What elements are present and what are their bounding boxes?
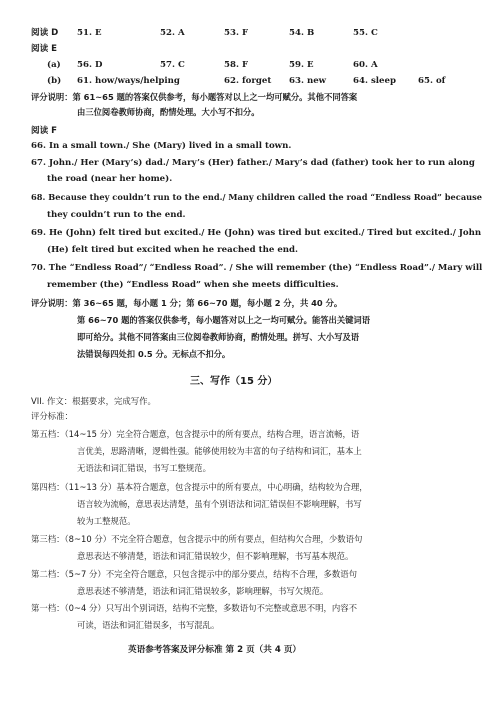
level-5-line1: 第五档：（14~15 分）完全符合题意，包含提示中的所有要点，结构合理，语言流畅，语 — [31, 429, 360, 439]
answer-68-line1: 68. Because they couldn’t run to the end./ Many children called the road “Endless Road” because — [31, 193, 483, 203]
scoring-criteria-label: 评分标准： — [31, 411, 73, 421]
answer-58: 58. F — [224, 60, 249, 70]
answer-60: 60. A — [353, 60, 378, 70]
answer-56: 56. D — [77, 60, 103, 70]
level-1-line1: 第一档：（0~4 分）只写出个别词语，结构不完整，多数语句不完整或意思不明，内容不 — [31, 603, 358, 613]
level-3-line2: 意思表达不够清楚，语法和词汇错误较少，但不影响理解，书写基本规范。 — [77, 551, 354, 561]
answer-59: 59. E — [289, 60, 314, 70]
scoring-note-61-65-line1: 评分说明：第 61~65 题的答案仅供参考，每小题答对以上之一均可赋分。其他不同答案 — [31, 92, 358, 102]
level-3-line1: 第三档：（8~10 分）不完全符合题意，包含提示中的所有要点，但结构欠合理，少数语句 — [31, 534, 363, 544]
writing-section-title: 三、写作（15 分） — [190, 376, 278, 387]
answer-54: 54. B — [289, 28, 315, 38]
reading-e-label: 阅读 E — [31, 44, 58, 54]
scoring-note-36-70-line4: 法错误每四处扣 0.5 分。无标点不扣分。 — [77, 349, 231, 359]
answer-51: 51. E — [77, 28, 102, 38]
row-a-tag: (a) — [47, 60, 61, 70]
answer-66: 66. In a small town./ She (Mary) lived in a small town. — [31, 141, 292, 151]
level-4-line2: 语言较为流畅，意思表达清楚，虽有个别语法和词汇错误但不影响理解，书写 — [77, 499, 362, 509]
answer-53: 53. F — [224, 28, 249, 38]
answer-67-line2: the road (near her home). — [47, 174, 173, 184]
level-2-line2: 意思表述不够清楚，语法和词汇错误较多，影响理解，书写欠规范。 — [77, 586, 329, 596]
answer-63: 63. new — [289, 76, 327, 86]
level-4-line1: 第四档：（11~13 分）基本符合题意，包含提示中的所有要点，中心明确，结构较为合理， — [31, 482, 368, 492]
level-2-line1: 第二档：（5~7 分）不完全符合题意，只包含提示中的部分要点，结构不合理，多数语句 — [31, 569, 358, 579]
answer-70-line2: remember (the) “Endless Road” when she meets difficulties. — [47, 280, 339, 290]
reading-d-label: 阅读 D — [31, 28, 59, 38]
answer-61: 61. how/ways/helping — [77, 76, 180, 86]
answer-55: 55. C — [353, 28, 378, 38]
answer-52: 52. A — [160, 28, 185, 38]
answer-64: 64. sleep — [353, 76, 396, 86]
level-5-line2: 言优美，思路清晰，逻辑性强。能够使用较为丰富的句子结构和词汇，基本上 — [77, 446, 362, 456]
row-b-tag: (b) — [47, 76, 62, 86]
answer-57: 57. C — [160, 60, 185, 70]
page-footer: 英语参考答案及评分标准 第 2 页（共 4 页） — [128, 645, 302, 655]
scoring-note-61-65-line2: 由三位阅卷教师协商，酌情处理。大小写不扣分。 — [77, 107, 260, 117]
reading-f-label: 阅读 F — [31, 126, 58, 136]
answer-69-line1: 69. He (John) felt tired but excited./ He (John) was tired but excited./ Tired but excited./ John — [31, 228, 482, 238]
scoring-note-36-70-line1: 评分说明：第 36~65 题，每小题 1 分；第 66~70 题，每小题 2 分，共 40 分。 — [31, 298, 343, 308]
level-4-line3: 较为工整规范。 — [77, 516, 136, 526]
answer-70-line1: 70. The “Endless Road”/ “Endless Road”. / She will remember (the) “Endless Road”./ Mary will — [31, 263, 483, 273]
writing-task: VII. 作文：根据要求，完成写作。 — [31, 396, 156, 406]
answer-69-line2: (He) felt tired but excited when he reached the end. — [47, 245, 299, 255]
scoring-note-36-70-line3: 即可给分。其他不同答案由三位阅卷教师协商，酌情处理。拼写、大小写及语 — [77, 332, 360, 342]
answer-67-line1: 67. John./ Her (Mary’s) dad./ Mary’s (Her) father./ Mary’s dad (father) took her to run along — [31, 158, 475, 168]
scoring-note-36-70-line2: 第 66~70 题的答案仅供参考，每小题答对以上之一均可赋分。能答出关键词语 — [77, 315, 371, 325]
level-5-line3: 无语法和词汇错误，书写工整规范。 — [77, 463, 211, 473]
answer-65: 65. of — [418, 76, 446, 86]
level-1-line2: 可读，语法和词汇错误多，书写混乱。 — [77, 620, 220, 630]
answer-62: 62. forget — [224, 76, 272, 86]
answer-68-line2: they couldn’t run to the end. — [47, 210, 186, 220]
